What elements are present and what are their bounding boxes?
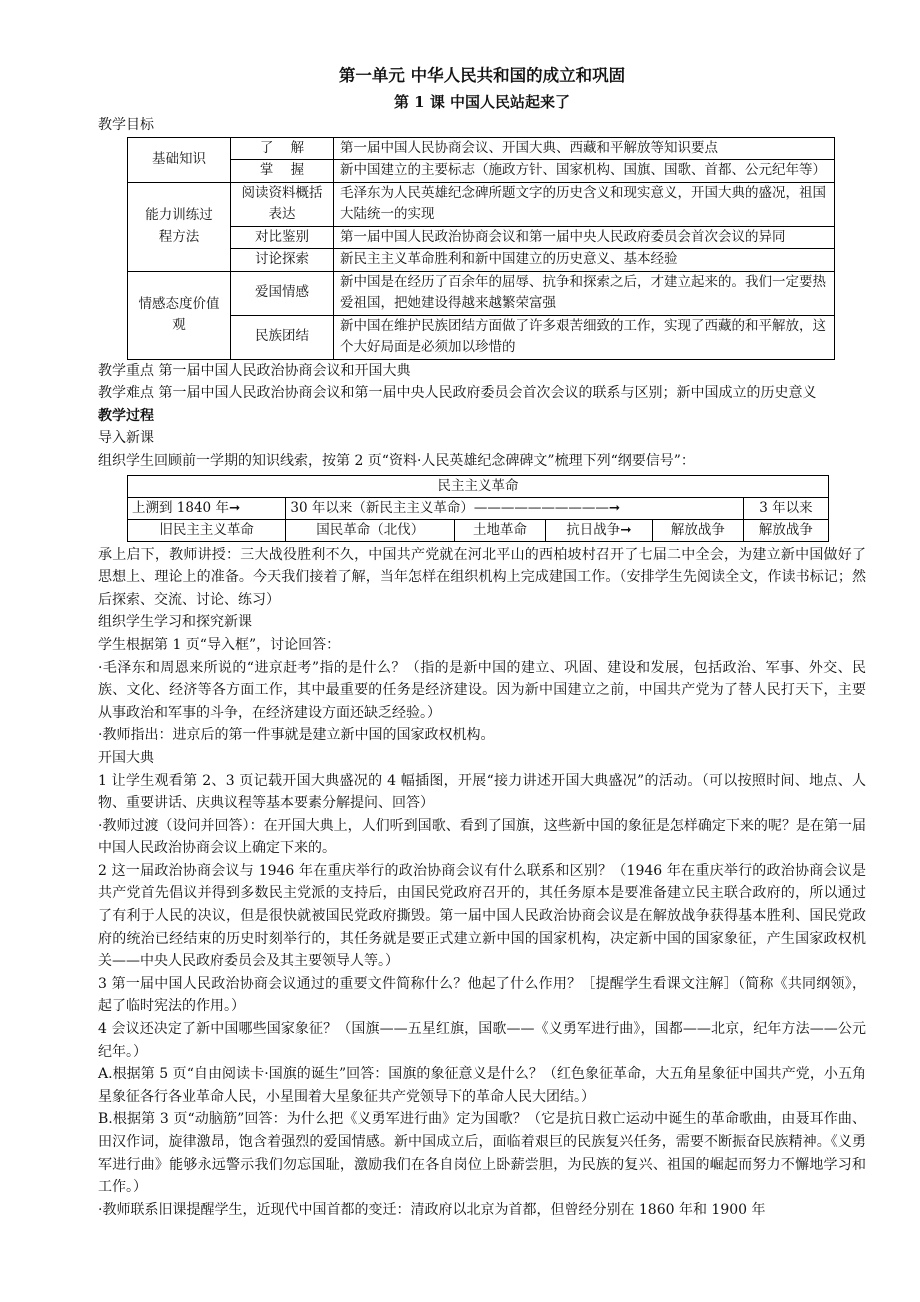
signal-cell: 3 年以来	[743, 497, 828, 519]
table-row	[128, 475, 829, 497]
goal-text: 第一届中国人民协商会议、开国大典、西藏和平解放等知识要点	[334, 137, 835, 160]
signal-table	[127, 475, 829, 542]
unit-title: 第一单元 中华人民共和国的成立和巩固	[338, 66, 626, 85]
table-row	[128, 271, 835, 315]
signal-cell: 解放战争	[743, 519, 828, 541]
goal-text: 新民主主义革命胜利和新中国建立的历史意义、基本经验	[334, 249, 835, 272]
table-row	[128, 137, 835, 160]
body-paragraph: 组织学生学习和探究新课	[98, 614, 252, 631]
body-paragraph: ·教师指出：进京后的第一件事就是建立新中国的国家政权机构。	[98, 727, 495, 744]
goal-category: 能力训练过程方法	[128, 182, 231, 271]
body-paragraph: 学生根据第 1 页“导入框”，讨论回答：	[98, 636, 341, 653]
table-row	[128, 226, 835, 249]
signal-cell: 国民革命（北伐）	[286, 519, 455, 541]
body-paragraph: 4 会议还决定了新中国哪些国家象征？（国旗——五星红旗，国歌——《义勇军进行曲》，国都——北京，纪年方法——公元纪年。）	[98, 1021, 866, 1060]
goal-text: 第一届中国人民政治协商会议和第一届中央人民政府委员会首次会议的异同	[334, 226, 835, 249]
goal-category: 基础知识	[128, 137, 231, 182]
lesson-title: 第 1 课 中国人民站起来了	[393, 93, 571, 111]
body-paragraph: 1 让学生观看第 2、3 页记载开国大典盛况的 4 幅插图，开展“接力讲述开国大典盛况”的活动。（可以按照时间、地点、人物、重要讲话、庆典议程等基本要素分解提问、回答）	[98, 772, 866, 812]
signal-cell: 旧民主主义革命	[128, 519, 286, 541]
body-paragraph: B.根据第 3 页“动脑筋”回答：为什么把《义勇军进行曲》定为国歌？（它是抗日救亡运动中诞生的革命歌曲，由聂耳作曲、田汉作词，旋律激昂，饱含着强烈的爱国情感。新中国成立后，面临着艰巨的民族复兴任务，需要不断振奋民族精神。《义勇军进行曲》能够永远警示我们勿忘国耻，激励我们在各自岗位上卧薪尝胆，为民族的复兴、祖国的崛起而努力不懈地学习和工作。）	[98, 1111, 866, 1196]
goal-label: 掌 握	[231, 160, 334, 183]
difficulty: 教学难点 第一届中国人民政治协商会议和第一届中央人民政府委员会首次会议的联系与区别；新中国成立的历史意义	[98, 385, 817, 402]
table-row	[128, 315, 835, 359]
body-paragraph: 2 这一届政治协商会议与 1946 年在重庆举行的政治协商会议有什么联系和区别？（1946 年在重庆举行的政治协商会议是共产党首先倡议并得到多数民主党派的支持后，由国民党政府召开的，其任务原本是要准备建立民主联合政府的，所以通过了有利于人民的决议，但是很快就被国民党政府撕毁。第一届中国人民政治协商会议是在解放战争获得基本胜利、国民党政府的统治已经结束的历史时刻举行的，其任务就是要正式建立新中国的国家机构，决定新中国的国家象征，产生国家政权机关——中央人民政府委员会及其主要领导人等。）	[98, 862, 866, 970]
signal-cell: 上溯到 1840 年➞	[128, 497, 286, 519]
goal-category: 情感态度价值观	[128, 271, 231, 359]
goal-text: 新中国建立的主要标志（施政方针、国家机构、国旗、国歌、首都、公元纪年等）	[334, 160, 835, 183]
goal-label: 讨论探索	[231, 249, 334, 272]
body-paragraph: 3 第一届中国人民政治协商会议通过的重要文件简称什么？他起了什么作用？［提醒学生看课文注解］（简称《共同纲领》，起了临时宪法的作用。）	[98, 975, 866, 1015]
table-row	[128, 160, 835, 183]
body-paragraph: ·教师过渡（设问并回答）：在开国大典上，人们听到国歌、看到了国旗，这些新中国的象征是怎样确定下来的呢？是在第一届中国人民政治协商会议上确定下来的。	[98, 817, 866, 857]
goal-text: 新中国是在经历了百余年的屈辱、抗争和探索之后，才建立起来的。我们一定要热爱祖国，把她建设得越来越繁荣富强	[334, 271, 835, 315]
section-heading: 开国大典	[98, 749, 154, 766]
intro-heading: 导入新课	[98, 430, 154, 447]
body-paragraph: ·毛泽东和周恩来所说的“进京赶考”指的是什么？（指的是新中国的建立、巩固、建设和发展，包括政治、军事、外交、民族、文化、经济等各方面工作，其中最重要的任务是经济建设。因为新中国建立之前，中国共产党为了替人民打天下，主要从事政治和军事的斗争，在经济建设方面还缺乏经验。）	[98, 659, 866, 721]
table-row	[128, 519, 829, 541]
table-row	[128, 249, 835, 272]
body-paragraph: A.根据第 5 页“自由阅读卡·国旗的诞生”回答：国旗的象征意义是什么？（红色象征革命，大五角星象征中国共产党，小五角星象征各行各业革命人民，小星围着大星象征共产党领导下的革命人民大团结。）	[98, 1066, 866, 1105]
goals-heading: 教学目标	[98, 117, 154, 133]
body-paragraph: ·教师联系旧课提醒学生，近现代中国首都的变迁：清政府以北京为首都，但曾经分别在 1860 年和 1900 年	[98, 1201, 766, 1218]
signal-cell: 土地革命	[455, 519, 546, 541]
goals-table	[127, 137, 835, 360]
goal-label: 了 解	[231, 137, 334, 160]
table-row	[128, 497, 829, 519]
signal-top: 民主主义革命	[128, 475, 829, 497]
table-row	[128, 182, 835, 226]
signal-cell: 30 年以来（新民主主义革命）——————————➞	[286, 497, 744, 519]
body-paragraph: 承上启下，教师讲授：三大战役胜利不久，中国共产党就在河北平山的西柏坡村召开了七届二中全会，为建立新中国做好了思想上、理论上的准备。今天我们接着了解，当年怎样在组织机构上完成建国工作。（安排学生先阅读全文，作读书标记；然后探索、交流、讨论、练习）	[98, 546, 866, 608]
goal-label: 对比鉴别	[231, 226, 334, 249]
process-heading: 教学过程	[98, 407, 154, 424]
document-page	[98, 60, 866, 1221]
goal-label: 民族团结	[231, 315, 334, 359]
signal-cell: 抗日战争➞	[545, 519, 652, 541]
goal-text: 毛泽东为人民英雄纪念碑所题文字的历史含义和现实意义，开国大典的盛况，祖国大陆统一的实现	[334, 182, 835, 226]
goal-label: 阅读资料概括表达	[231, 182, 334, 226]
intro-text: 组织学生回顾前一学期的知识线索，按第 2 页“资料·人民英雄纪念碑碑文”梳理下列“纲要信号”：	[98, 452, 695, 469]
signal-cell: 解放战争	[652, 519, 743, 541]
goal-label: 爱国情感	[231, 271, 334, 315]
key-point: 教学重点 第一届中国人民政治协商会议和开国大典	[98, 362, 411, 379]
goal-text: 新中国在维护民族团结方面做了许多艰苦细致的工作，实现了西藏的和平解放，这个大好局面是必须加以珍惜的	[334, 315, 835, 359]
